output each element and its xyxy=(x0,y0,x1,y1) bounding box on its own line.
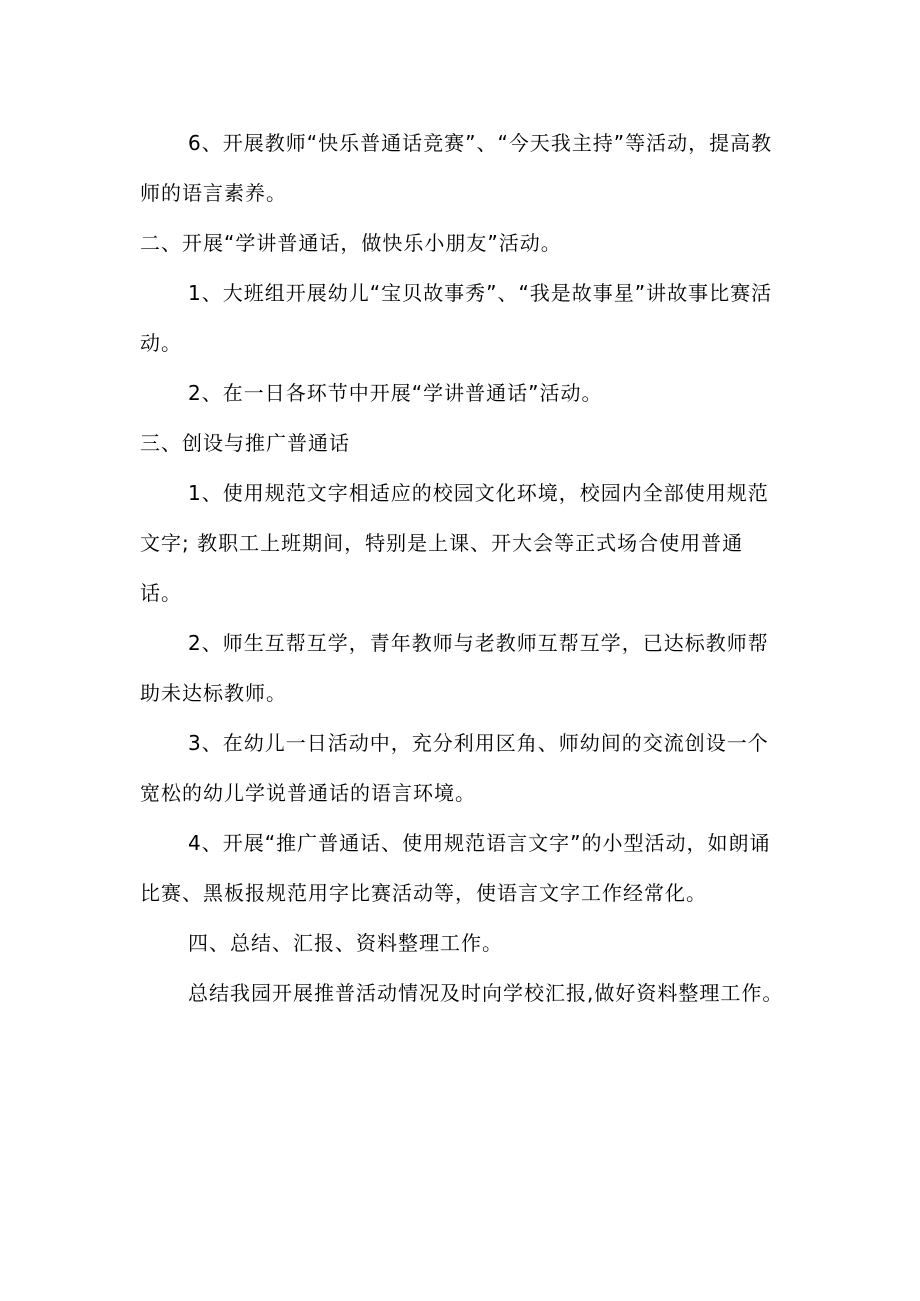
section-heading-3: 三、创设与推广普通话 xyxy=(140,431,350,455)
paragraph-language-environment: 3、在幼儿一日活动中，充分利用区角、师幼间的交流创设一个宽松的幼儿学说普通话的语言环境。 xyxy=(140,731,769,805)
paragraph-campus-culture: 1、使用规范文字相适应的校园文化环境，校园内全部使用规范文字; 教职工上班期间，特别是上课、开大会等正式场合使用普通话。 xyxy=(140,481,769,605)
paragraph-story-contest: 1、大班组开展幼儿“宝贝故事秀”、“我是故事星”讲故事比赛活动。 xyxy=(140,281,773,355)
section-heading-4: 四、总结、汇报、资料整理工作。 xyxy=(188,931,503,955)
paragraph-mutual-help: 2、师生互帮互学，青年教师与老教师互帮互学，已达标教师帮助未达标教师。 xyxy=(140,631,769,705)
paragraph-small-activities: 4、开展“推广普通话、使用规范语言文字”的小型活动，如朗诵比赛、黑板报规范用字比赛活动等，使语言文字工作经常化。 xyxy=(140,831,771,905)
document-body xyxy=(140,118,785,1018)
paragraph-summary: 总结我园开展推普活动情况及时向学校汇报,做好资料整理工作。 xyxy=(188,981,784,1005)
section-heading-2: 二、开展“学讲普通话，做快乐小朋友”活动。 xyxy=(140,231,562,255)
paragraph-daily-activities: 2、在一日各环节中开展“学讲普通话”活动。 xyxy=(188,381,603,405)
paragraph-teacher-activities: 6、开展教师“快乐普通话竞赛”、“今天我主持”等活动，提高教师的语言素养。 xyxy=(140,131,773,205)
